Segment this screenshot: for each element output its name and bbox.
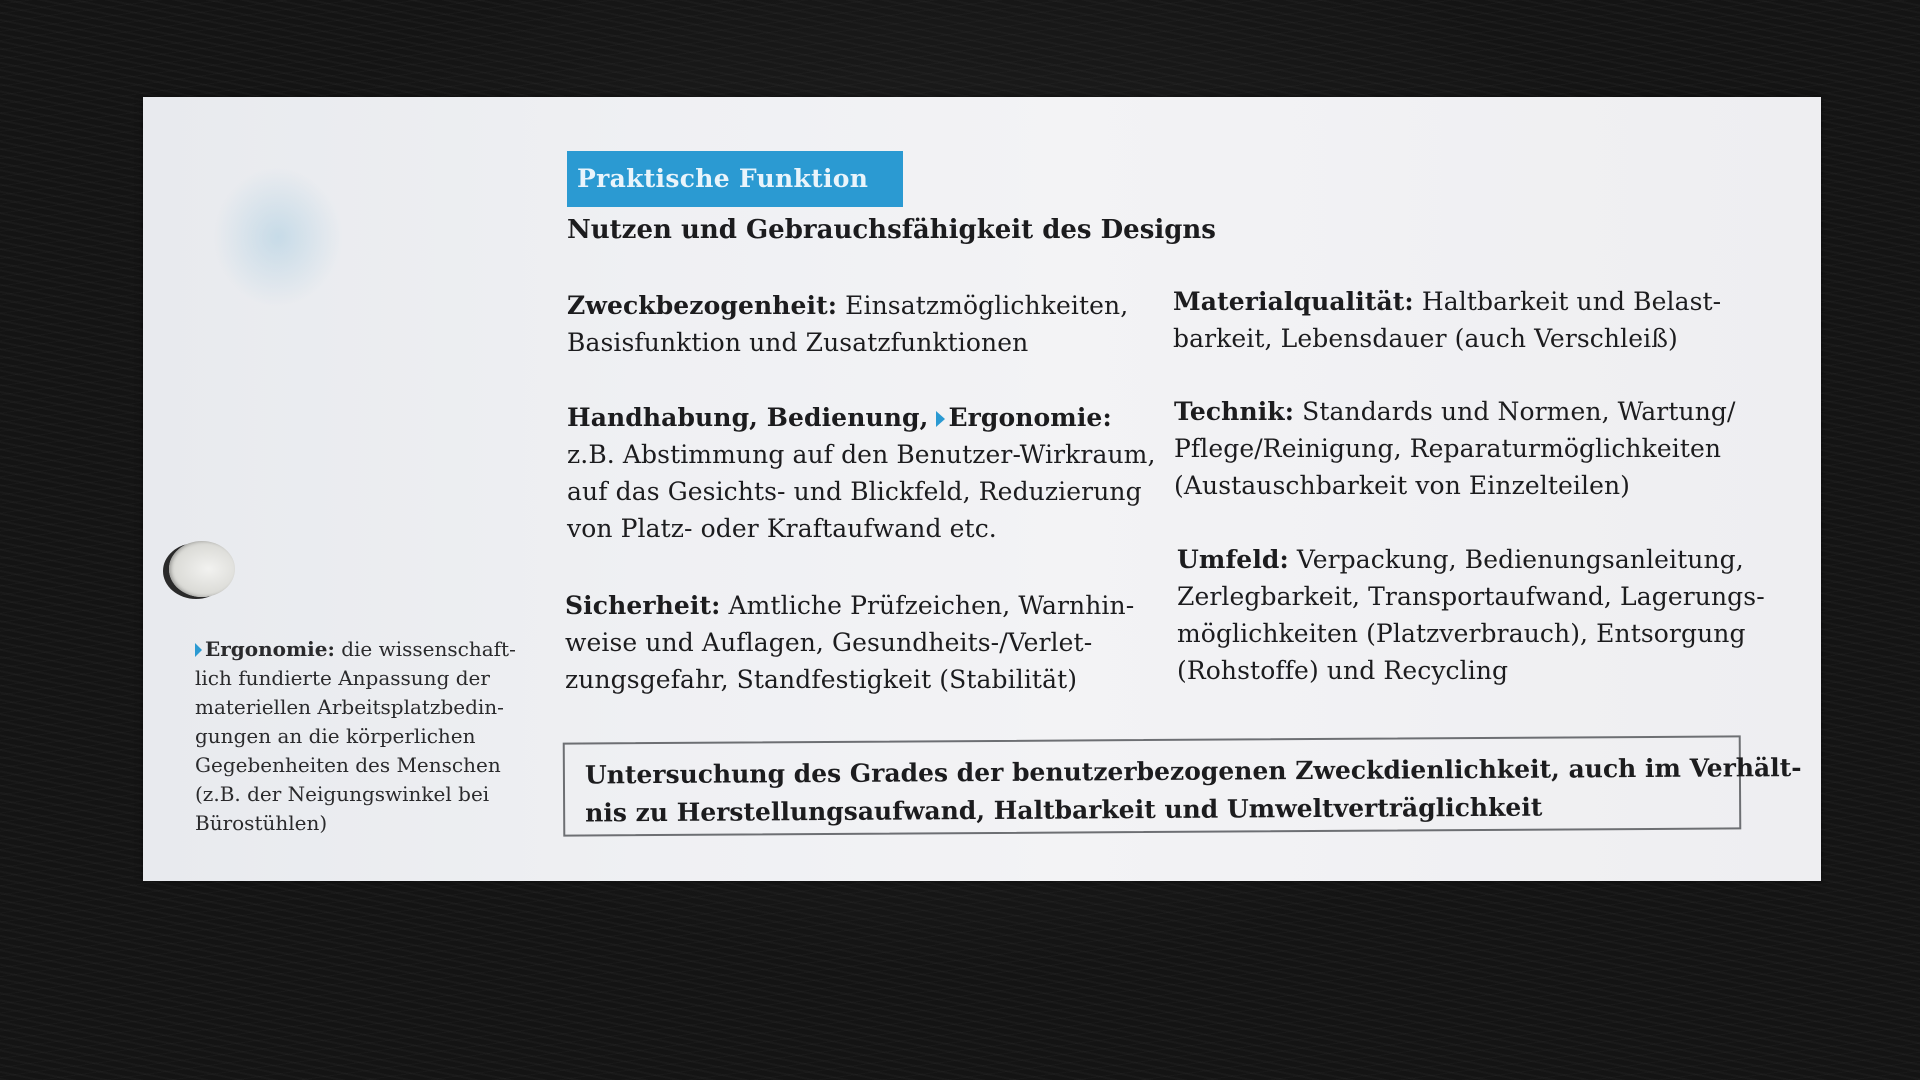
punch-hole xyxy=(169,541,235,597)
block-line: auf das Gesichts- und Blickfeld, Reduzierung xyxy=(567,477,1142,506)
block-line: von Platz- oder Kraftaufwand etc. xyxy=(567,514,997,543)
block-technik xyxy=(1174,393,1736,504)
block-text: Verpackung, Bedienungsanleitung, xyxy=(1296,545,1744,574)
block-line: Zerlegbarkeit, Transportaufwand, Lagerungs- xyxy=(1177,582,1765,611)
block-umfeld xyxy=(1177,541,1765,689)
block-line xyxy=(567,399,1156,436)
block-line xyxy=(1173,283,1721,320)
block-line xyxy=(565,587,1134,624)
block-sicherheit xyxy=(565,587,1134,698)
section-heading: Praktische Funktion xyxy=(567,151,903,207)
triangle-right-icon xyxy=(195,643,202,657)
block-term-link: Ergonomie: xyxy=(948,403,1112,432)
note-line: Gegebenheiten des Menschen xyxy=(195,753,501,777)
block-line: Basisfunktion und Zusatzfunktionen xyxy=(567,328,1029,357)
note-line: lich fundierte Anpassung der xyxy=(195,666,490,690)
summary-line: nis zu Herstellungsaufwand, Haltbarkeit und Umweltverträglichkeit xyxy=(585,792,1543,828)
block-term: Technik: xyxy=(1174,397,1295,426)
margin-note-ergonomie xyxy=(195,635,525,838)
block-line xyxy=(567,287,1128,324)
block-text: Einsatzmöglichkeiten, xyxy=(845,291,1129,320)
block-line: (Austauschbarkeit von Einzelteilen) xyxy=(1174,471,1631,500)
note-line: materiellen Arbeitsplatzbedin- xyxy=(195,695,504,719)
block-handhabung xyxy=(567,399,1156,547)
block-materialqualitaet xyxy=(1173,283,1721,357)
block-zweckbezogenheit xyxy=(567,287,1128,361)
block-line: zungsgefahr, Standfestigkeit (Stabilität) xyxy=(565,665,1078,694)
block-line: barkeit, Lebensdauer (auch Verschleiß) xyxy=(1173,324,1678,353)
block-text: Standards und Normen, Wartung/ xyxy=(1302,397,1736,426)
block-line: weise und Auflagen, Gesundheits-/Verlet- xyxy=(565,628,1093,657)
block-text: Amtliche Prüfzeichen, Warnhin- xyxy=(728,591,1135,620)
block-text: Haltbarkeit und Belast- xyxy=(1421,287,1722,316)
note-line: (z.B. der Neigungswinkel bei xyxy=(195,782,490,806)
summary-line: Untersuchung des Grades der benutzerbezogenen Zweckdienlichkeit, auch im Verhält- xyxy=(584,753,1802,790)
block-line: z.B. Abstimmung auf den Benutzer-Wirkraum, xyxy=(567,440,1156,469)
block-line xyxy=(1174,393,1736,430)
note-line: gungen an die körperlichen xyxy=(195,724,476,748)
note-line xyxy=(195,635,525,664)
note-line: Bürostühlen) xyxy=(195,811,328,835)
textbook-page xyxy=(143,97,1821,881)
note-text: die wissenschaft- xyxy=(341,637,516,661)
summary-box xyxy=(563,735,1802,836)
block-term: Zweckbezogenheit: xyxy=(567,291,838,320)
ink-smudge xyxy=(213,167,343,307)
block-line: (Rohstoffe) und Recycling xyxy=(1177,656,1509,685)
triangle-right-icon xyxy=(936,411,945,427)
block-line xyxy=(1177,541,1765,578)
block-term: Umfeld: xyxy=(1177,545,1289,574)
block-line: Pflege/Reinigung, Reparaturmöglichkeiten xyxy=(1174,434,1722,463)
block-term: Sicherheit: xyxy=(565,591,721,620)
section-subtitle: Nutzen und Gebrauchsfähigkeit des Designs xyxy=(567,215,1216,245)
block-term: Materialqualität: xyxy=(1173,287,1414,316)
note-term: Ergonomie: xyxy=(205,637,335,661)
block-line: möglichkeiten (Platzverbrauch), Entsorgung xyxy=(1177,619,1746,648)
block-term: Handhabung, Bedienung, xyxy=(567,403,929,432)
